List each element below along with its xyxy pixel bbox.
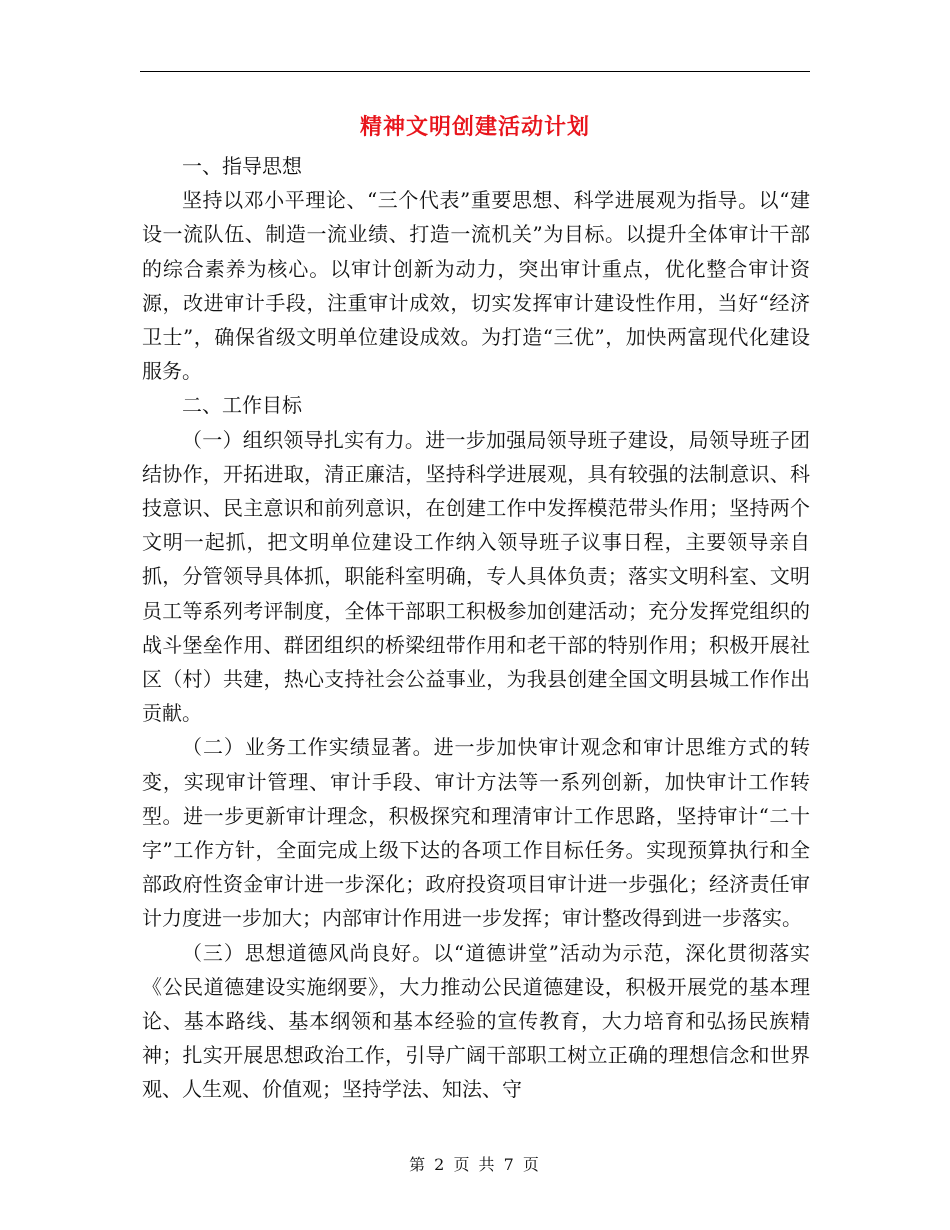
paragraph-goal-morality: （三）思想道德风尚良好。以“道德讲堂”活动为示范，深化贯彻落实《公民道德建设实施纲要》，大力推动公民道德建设，积极开展党的基本理论、基本路线、基本纲领和基本经验的宣传教育，大力培育和弘扬民族精神；扎实开展思想政治工作，引导广阔干部职工树立正确的理想信念和世界观、人生观、价值观；坚持学法、知法、守 <box>142 940 810 1102</box>
paragraph-goal-organization: （一）组织领导扎实有力。进一步加强局领导班子建设，局领导班子团结协作，开拓进取，清正廉洁，坚持科学进展观，具有较强的法制意识、科技意识、民主意识和前列意识，在创建工作中发挥模范带头作用；坚持两个文明一起抓，把文明单位建设工作纳入领导班子议事日程，主要领导亲自抓，分管领导具体抓，职能科室明确，专人具体负责；落实文明科室、文明员工等系列考评制度，全体干部职工积极参加创建活动；充分发挥党组织的战斗堡垒作用、群团组织的桥梁纽带作用和老干部的特别作用；积极开展社区（村）共建，热心支持社会公益事业，为我县创建全国文明县城工作作出贡献。 <box>142 427 810 726</box>
document-body <box>142 149 810 1107</box>
header-rule <box>140 71 810 72</box>
section-heading-guiding-ideology: 一、指导思想 <box>182 154 302 178</box>
document-title: 精神文明创建活动计划 <box>359 115 590 140</box>
paragraph-guiding-ideology: 坚持以邓小平理论、“三个代表”重要思想、科学进展观为指导。以“建设一流队伍、制造一流业绩、打造一流机关”为目标。以提升全体审计干部的综合素养为核心。以审计创新为动力，突出审计重点，优化整合审计资源，改进审计手段，注重审计成效，切实发挥审计建设性作用，当好“经济卫士”，确保省级文明单位建设成效。为打造“三优”，加快两富现代化建设服务。 <box>142 188 810 384</box>
paragraph-goal-business: （二）业务工作实绩显著。进一步加快审计观念和审计思维方式的转变，实现审计管理、审计手段、审计方法等一系列创新，加快审计工作转型。进一步更新审计理念，积极探究和理清审计工作思路，坚持审计“二十字”工作方针，全面完成上级下达的各项工作目标任务。实现预算执行和全部政府性资金审计进一步深化；政府投资项目审计进一步强化；经济责任审计力度进一步加大；内部审计作用进一步发挥；审计整改得到进一步落实。 <box>142 735 810 931</box>
section-heading-work-goals: 二、工作目标 <box>182 393 302 418</box>
page-footer: 第 2 页 共 7 页 <box>409 1155 541 1174</box>
